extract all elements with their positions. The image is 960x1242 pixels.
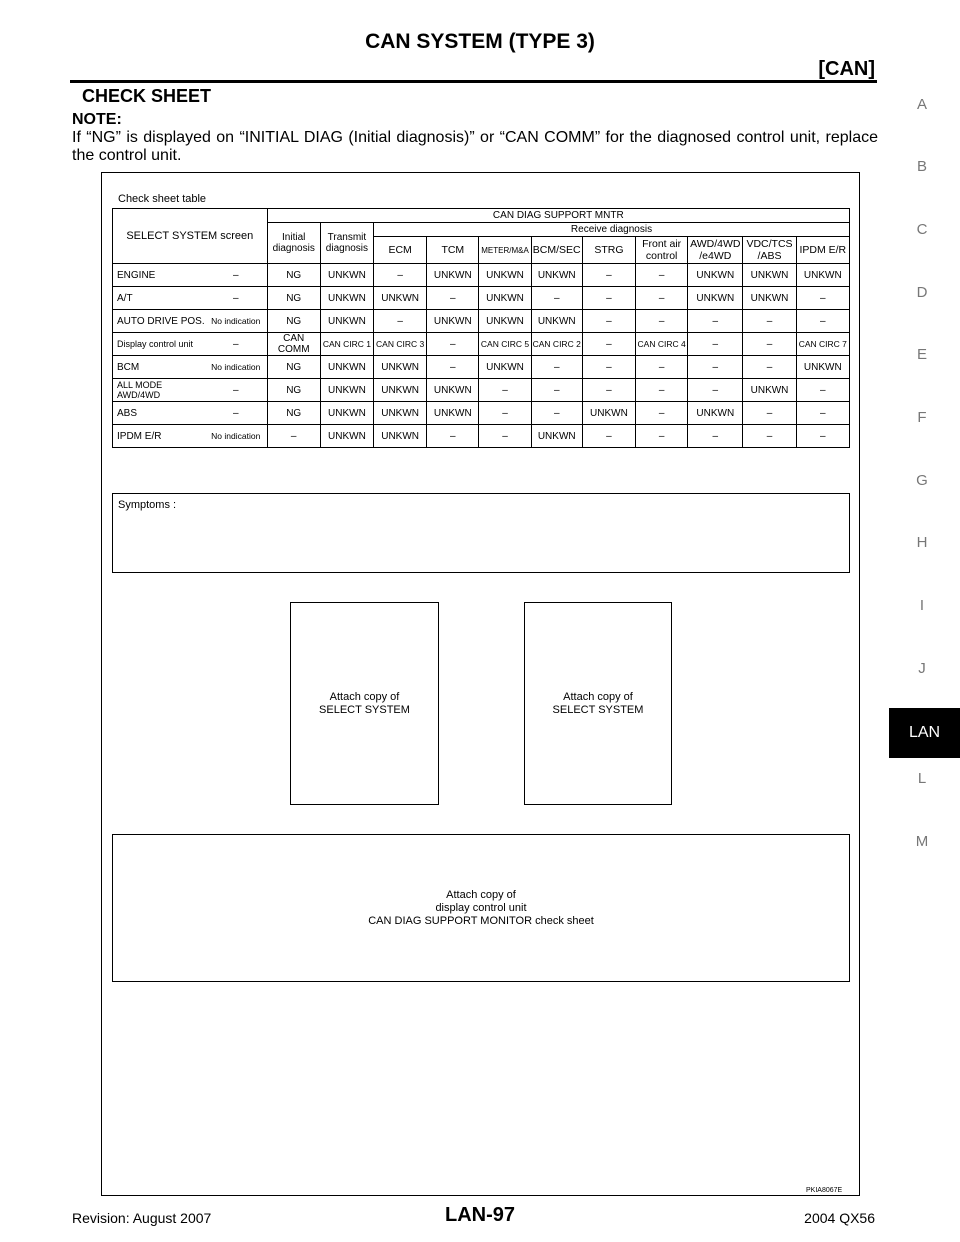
value-cell: – xyxy=(636,264,688,287)
receive-col-header: VDC/TCS /ABS xyxy=(743,237,796,264)
receive-col-header: TCM xyxy=(427,237,479,264)
side-index-e: E xyxy=(916,346,927,363)
side-index-i: I xyxy=(919,597,925,614)
page-title: CAN SYSTEM (TYPE 3) xyxy=(365,30,595,53)
value-cell: – xyxy=(427,425,479,448)
value-cell: – xyxy=(636,356,688,379)
value-cell: UNKWN xyxy=(531,425,582,448)
value-cell: No indication xyxy=(205,310,267,333)
system-name-cell: IPDM E/R xyxy=(113,425,205,448)
value-cell: UNKWN xyxy=(427,310,479,333)
table-row xyxy=(113,402,850,425)
value-cell: No indication xyxy=(205,356,267,379)
page-subtitle: [CAN] xyxy=(818,58,875,80)
value-cell: UNKWN xyxy=(427,379,479,402)
value-cell: – xyxy=(636,310,688,333)
value-cell: UNKWN xyxy=(320,310,373,333)
receive-col-header: ECM xyxy=(374,237,427,264)
attach-display-control-unit: Attach copy of display control unit CAN DIAG SUPPORT MONITOR check sheet xyxy=(112,834,850,982)
figure-id: PKIA8067E xyxy=(806,1187,843,1194)
value-cell: UNKWN xyxy=(582,402,635,425)
receive-diagnosis-header: Receive diagnosis xyxy=(374,223,850,237)
value-cell: UNKWN xyxy=(374,425,427,448)
system-name-cell: ABS xyxy=(113,402,205,425)
receive-col-header: AWD/4WD /e4WD xyxy=(688,237,743,264)
value-cell: No indication xyxy=(205,425,267,448)
check-sheet-caption: Check sheet table xyxy=(118,193,207,205)
value-cell: – xyxy=(636,425,688,448)
value-cell: – xyxy=(636,379,688,402)
value-cell: – xyxy=(582,379,635,402)
value-cell: – xyxy=(743,356,796,379)
value-cell: – xyxy=(205,402,267,425)
value-cell: – xyxy=(205,264,267,287)
value-cell: CAN CIRC 1 xyxy=(320,333,373,356)
value-cell: UNKWN xyxy=(320,402,373,425)
value-cell: – xyxy=(796,379,849,402)
value-cell: UNKWN xyxy=(479,264,531,287)
can-diag-header: CAN DIAG SUPPORT MNTR xyxy=(267,209,849,223)
value-cell: UNKWN xyxy=(743,379,796,402)
value-cell: – xyxy=(205,333,267,356)
value-cell: – xyxy=(688,379,743,402)
value-cell: UNKWN xyxy=(427,264,479,287)
table-row xyxy=(113,264,850,287)
system-name-cell: AUTO DRIVE POS. xyxy=(113,310,205,333)
side-index-h: H xyxy=(916,534,928,551)
side-index-g: G xyxy=(916,472,928,489)
attach-select-system-right: Attach copy of SELECT SYSTEM xyxy=(524,602,672,805)
table-row xyxy=(113,425,850,448)
side-index-f: F xyxy=(917,409,927,426)
value-cell: UNKWN xyxy=(320,287,373,310)
value-cell: – xyxy=(688,425,743,448)
value-cell: – xyxy=(796,287,849,310)
value-cell: UNKWN xyxy=(320,379,373,402)
receive-col-header: BCM/SEC xyxy=(531,237,582,264)
value-cell: – xyxy=(743,402,796,425)
value-cell: – xyxy=(427,333,479,356)
value-cell: – xyxy=(531,356,582,379)
receive-col-header: METER/M&A xyxy=(479,237,531,264)
side-index-d: D xyxy=(916,284,928,301)
value-cell: UNKWN xyxy=(479,287,531,310)
side-index-j: J xyxy=(918,660,926,677)
value-cell: CAN CIRC 4 xyxy=(636,333,688,356)
table-row xyxy=(113,379,850,402)
value-cell: – xyxy=(796,402,849,425)
select-system-header: SELECT SYSTEM screen xyxy=(113,209,268,264)
value-cell: NG xyxy=(267,379,320,402)
value-cell: NG xyxy=(267,287,320,310)
side-index-a: A xyxy=(916,96,927,113)
value-cell: UNKWN xyxy=(374,379,427,402)
value-cell: CAN CIRC 5 xyxy=(479,333,531,356)
receive-col-header: Front air control xyxy=(636,237,688,264)
value-cell: – xyxy=(531,287,582,310)
value-cell: UNKWN xyxy=(743,287,796,310)
system-name-cell: A/T xyxy=(113,287,205,310)
note-text: If “NG” is displayed on “INITIAL DIAG (Initial diagnosis)” or “CAN COMM” for the diagnosed control unit, replace the control unit. xyxy=(72,129,878,164)
value-cell: – xyxy=(531,402,582,425)
value-cell: – xyxy=(743,425,796,448)
value-cell: NG xyxy=(267,264,320,287)
value-cell: – xyxy=(479,402,531,425)
value-cell: – xyxy=(743,310,796,333)
side-index-b: B xyxy=(916,158,927,175)
symptoms-box xyxy=(112,493,850,573)
system-name-cell: ENGINE xyxy=(113,264,205,287)
value-cell: – xyxy=(582,425,635,448)
value-cell: UNKWN xyxy=(374,287,427,310)
value-cell: – xyxy=(796,310,849,333)
receive-col-header: STRG xyxy=(582,237,635,264)
value-cell: UNKWN xyxy=(531,264,582,287)
value-cell: – xyxy=(796,425,849,448)
value-cell: – xyxy=(688,310,743,333)
value-cell: – xyxy=(427,356,479,379)
value-cell: UNKWN xyxy=(531,310,582,333)
check-sheet-table xyxy=(112,208,850,448)
value-cell: – xyxy=(205,287,267,310)
note-label: NOTE: xyxy=(72,111,122,128)
value-cell: – xyxy=(688,356,743,379)
table-row xyxy=(113,333,850,356)
footer-model: 2004 QX56 xyxy=(804,1210,875,1226)
value-cell: – xyxy=(267,425,320,448)
value-cell: UNKWN xyxy=(427,402,479,425)
value-cell: NG xyxy=(267,402,320,425)
value-cell: – xyxy=(427,287,479,310)
value-cell: – xyxy=(743,333,796,356)
footer-page-number: LAN-97 xyxy=(444,1204,515,1226)
value-cell: CAN CIRC 2 xyxy=(531,333,582,356)
attach-select-system-left: Attach copy of SELECT SYSTEM xyxy=(290,602,439,805)
side-index-lan: LAN xyxy=(889,708,960,758)
value-cell: – xyxy=(582,264,635,287)
side-index-m: M xyxy=(915,833,929,850)
side-index-c: C xyxy=(916,221,928,238)
value-cell: NG xyxy=(267,310,320,333)
value-cell: UNKWN xyxy=(320,425,373,448)
value-cell: UNKWN xyxy=(320,264,373,287)
value-cell: – xyxy=(205,379,267,402)
value-cell: – xyxy=(531,379,582,402)
value-cell: UNKWN xyxy=(479,356,531,379)
value-cell: – xyxy=(374,310,427,333)
value-cell: UNKWN xyxy=(688,264,743,287)
value-cell: – xyxy=(582,287,635,310)
system-name-cell: BCM xyxy=(113,356,205,379)
value-cell: UNKWN xyxy=(320,356,373,379)
value-cell: CAN CIRC 3 xyxy=(374,333,427,356)
value-cell: UNKWN xyxy=(796,356,849,379)
value-cell: UNKWN xyxy=(796,264,849,287)
value-cell: UNKWN xyxy=(374,402,427,425)
value-cell: UNKWN xyxy=(374,356,427,379)
value-cell: – xyxy=(479,425,531,448)
value-cell: NG xyxy=(267,356,320,379)
value-cell: UNKWN xyxy=(688,402,743,425)
header-rule xyxy=(70,80,877,83)
value-cell: – xyxy=(374,264,427,287)
value-cell: UNKWN xyxy=(688,287,743,310)
value-cell: UNKWN xyxy=(743,264,796,287)
symptoms-label: Symptoms : xyxy=(118,499,177,511)
value-cell: – xyxy=(636,402,688,425)
transmit-diagnosis-header: Transmit diagnosis xyxy=(320,223,373,264)
value-cell: CAN CIRC 7 xyxy=(796,333,849,356)
system-name-cell: Display control unit xyxy=(113,333,205,356)
initial-diagnosis-header: Initial diagnosis xyxy=(267,223,320,264)
value-cell: CAN COMM xyxy=(267,333,320,356)
receive-col-header: IPDM E/R xyxy=(796,237,849,264)
section-title: CHECK SHEET xyxy=(82,86,212,106)
value-cell: – xyxy=(582,356,635,379)
table-row xyxy=(113,356,850,379)
table-row xyxy=(113,310,850,333)
table-row xyxy=(113,287,850,310)
value-cell: UNKWN xyxy=(479,310,531,333)
value-cell: – xyxy=(582,310,635,333)
value-cell: – xyxy=(636,287,688,310)
system-name-cell: ALL MODE AWD/4WD xyxy=(113,379,205,402)
footer-revision: Revision: August 2007 xyxy=(72,1210,212,1226)
value-cell: – xyxy=(688,333,743,356)
value-cell: – xyxy=(582,333,635,356)
side-index-l: L xyxy=(917,770,927,787)
value-cell: – xyxy=(479,379,531,402)
